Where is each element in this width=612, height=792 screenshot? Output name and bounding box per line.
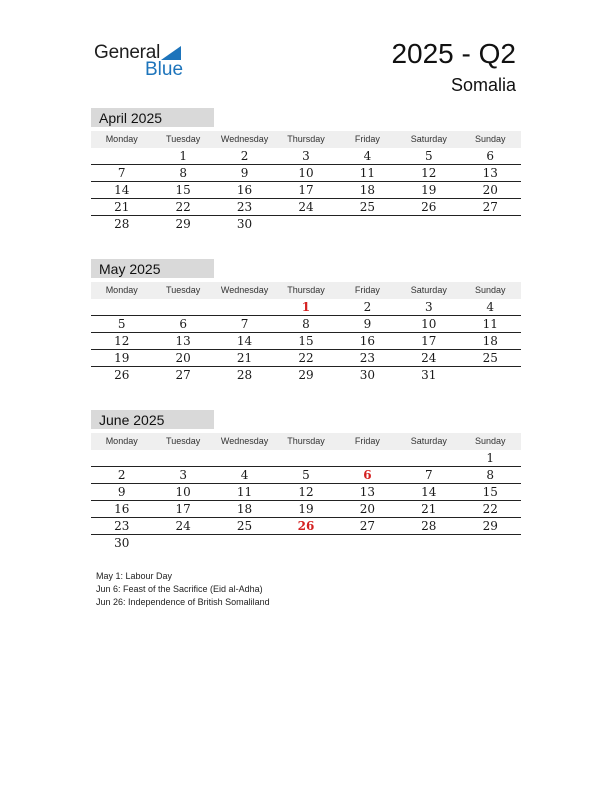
weekday-label: Thursday <box>287 134 325 144</box>
day-cell: 26 <box>114 368 130 382</box>
weekday-label: Monday <box>105 134 138 144</box>
logo-text-blue: Blue <box>145 59 184 80</box>
day-cell <box>214 299 275 315</box>
weekday-label: Wednesday <box>220 436 269 446</box>
day-cell: 29 <box>482 519 498 533</box>
day-cell: 18 <box>236 502 253 516</box>
day-cell: 30 <box>114 536 130 550</box>
day-cell: 21 <box>114 200 130 214</box>
day-cell: 30 <box>359 368 376 382</box>
day-cell: 28 <box>421 519 437 533</box>
weekday-header <box>91 282 521 299</box>
day-cell: 8 <box>179 166 187 180</box>
week-row <box>91 333 521 350</box>
day-cell: 11 <box>482 317 498 331</box>
day-cell: 13 <box>359 485 376 499</box>
weekday-label: Friday <box>354 436 380 446</box>
day-cell: 10 <box>298 166 314 180</box>
week-row <box>91 484 521 501</box>
week-row <box>91 316 521 333</box>
day-cell: 22 <box>298 351 314 365</box>
weekday-label: Friday <box>354 285 380 295</box>
holiday-notes <box>96 570 270 609</box>
month-title: April 2025 <box>91 108 214 127</box>
holiday-note: Jun 6: Feast of the Sacrifice (Eid al-Adha) <box>96 584 263 594</box>
holiday-note: Jun 26: Independence of British Somaliland <box>96 597 270 607</box>
weekday-label: Saturday <box>410 134 447 144</box>
day-cell: 5 <box>117 317 126 331</box>
day-cell: 9 <box>240 166 249 180</box>
week-row <box>91 450 521 467</box>
day-cell: 13 <box>482 166 498 180</box>
week-row <box>91 501 521 518</box>
day-cell: 10 <box>175 485 191 499</box>
month-title: May 2025 <box>91 259 214 278</box>
day-cell: 29 <box>175 217 191 231</box>
day-cell: 12 <box>114 334 130 348</box>
day-cell <box>91 299 152 315</box>
week-row <box>91 535 521 551</box>
day-cell: 23 <box>114 519 130 533</box>
week-row <box>91 350 521 367</box>
day-cell <box>214 535 275 551</box>
day-cell: 3 <box>425 300 433 314</box>
weekday-label: Tuesday <box>166 134 201 144</box>
week-row <box>91 148 521 165</box>
day-cell: 2 <box>363 300 372 314</box>
day-cell: 20 <box>359 502 376 516</box>
day-cell: 19 <box>421 183 437 197</box>
day-cell <box>91 450 152 466</box>
day-cell: 8 <box>302 317 310 331</box>
day-cell: 6 <box>179 317 187 331</box>
day-cell: 22 <box>482 502 498 516</box>
day-cell: 3 <box>179 468 187 482</box>
day-cell: 7 <box>425 468 433 482</box>
weekday-label: Friday <box>354 134 380 144</box>
week-row <box>91 216 521 232</box>
month-june <box>91 410 521 551</box>
day-cell: 10 <box>421 317 437 331</box>
day-cell <box>398 216 459 232</box>
week-row <box>91 182 521 199</box>
weekday-label: Wednesday <box>220 285 269 295</box>
day-cell: 23 <box>359 351 376 365</box>
day-cell <box>214 450 275 466</box>
weekday-label: Saturday <box>410 285 447 295</box>
day-cell: 2 <box>117 468 126 482</box>
day-cell: 9 <box>363 317 372 331</box>
day-cell <box>460 367 521 383</box>
day-cell: 12 <box>421 166 437 180</box>
day-cell: 3 <box>302 149 310 163</box>
day-cell: 27 <box>359 519 376 533</box>
day-cell: 14 <box>114 183 130 197</box>
day-cell: 1 <box>179 149 187 163</box>
weekday-label: Thursday <box>287 285 325 295</box>
day-cell: 14 <box>421 485 437 499</box>
day-cell: 19 <box>298 502 314 516</box>
week-row <box>91 518 521 535</box>
day-cell: 15 <box>175 183 191 197</box>
day-cell: 4 <box>240 468 249 482</box>
weekday-label: Saturday <box>410 436 447 446</box>
day-cell <box>275 450 336 466</box>
month-may <box>91 259 521 383</box>
day-cell: 2 <box>240 149 249 163</box>
day-cell: 27 <box>482 200 498 214</box>
week-row <box>91 299 521 316</box>
weekday-label: Tuesday <box>166 436 201 446</box>
weekday-label: Sunday <box>474 285 506 295</box>
logo-text-general: General <box>94 42 161 63</box>
day-cell: 5 <box>302 468 310 482</box>
weekday-label: Monday <box>105 285 138 295</box>
day-cell: 8 <box>486 468 495 482</box>
day-cell: 23 <box>236 200 253 214</box>
weekday-label: Monday <box>105 436 138 446</box>
day-cell: 12 <box>298 485 314 499</box>
day-cell: 17 <box>175 502 191 516</box>
day-cell: 18 <box>482 334 498 348</box>
weekday-label: Sunday <box>474 436 506 446</box>
day-cell: 7 <box>240 317 249 331</box>
holiday-note: May 1: Labour Day <box>96 571 173 581</box>
month-april <box>91 108 521 232</box>
day-cell: 4 <box>486 300 495 314</box>
week-row <box>91 165 521 182</box>
day-cell: 27 <box>175 368 191 382</box>
day-cell: 15 <box>298 334 314 348</box>
day-cell: 17 <box>298 183 314 197</box>
day-cell: 16 <box>359 334 376 348</box>
day-cell: 26 <box>421 200 437 214</box>
day-cell: 24 <box>298 200 314 214</box>
day-cell: 9 <box>117 485 126 499</box>
day-cell <box>275 535 336 551</box>
day-cell: 11 <box>236 485 253 499</box>
day-cell <box>152 299 213 315</box>
day-cell <box>152 450 213 466</box>
week-row <box>91 367 521 383</box>
day-cell: 6 <box>486 149 495 163</box>
day-cell: 5 <box>425 149 433 163</box>
country-name: Somalia <box>450 75 516 95</box>
day-cell: 29 <box>298 368 314 382</box>
weekday-label: Sunday <box>474 134 506 144</box>
day-cell: 21 <box>421 502 437 516</box>
day-cell: 25 <box>236 519 253 533</box>
day-cell <box>91 148 152 164</box>
day-cell: 20 <box>482 183 498 197</box>
weekday-header <box>91 131 521 148</box>
logo <box>94 42 194 78</box>
day-cell: 20 <box>175 351 191 365</box>
day-cell: 17 <box>421 334 437 348</box>
day-cell: 15 <box>482 485 498 499</box>
day-cell: 1 <box>486 451 495 465</box>
day-cell <box>337 216 398 232</box>
day-cell: 28 <box>114 217 130 231</box>
day-cell <box>152 535 213 551</box>
day-cell: 24 <box>421 351 437 365</box>
day-cell: 14 <box>236 334 253 348</box>
day-cell: 25 <box>482 351 498 365</box>
holiday-day-cell: 1 <box>301 300 311 314</box>
month-title: June 2025 <box>91 410 214 429</box>
holiday-day-cell: 6 <box>363 468 372 482</box>
day-cell: 11 <box>359 166 376 180</box>
day-cell: 13 <box>175 334 191 348</box>
day-cell: 7 <box>117 166 126 180</box>
day-cell: 21 <box>236 351 253 365</box>
day-cell <box>460 216 521 232</box>
day-cell: 19 <box>114 351 130 365</box>
day-cell: 16 <box>236 183 253 197</box>
page-title: 2025 - Q2 <box>391 38 516 69</box>
day-cell: 24 <box>175 519 191 533</box>
day-cell: 28 <box>236 368 253 382</box>
day-cell <box>337 535 398 551</box>
day-cell: 16 <box>114 502 130 516</box>
weekday-label: Wednesday <box>220 134 269 144</box>
day-cell: 31 <box>421 368 437 382</box>
weekday-label: Thursday <box>287 436 325 446</box>
day-cell: 30 <box>236 217 253 231</box>
day-cell: 22 <box>175 200 191 214</box>
week-row <box>91 199 521 216</box>
day-cell <box>275 216 336 232</box>
day-cell: 18 <box>359 183 376 197</box>
logo-triangle-icon <box>161 46 181 60</box>
day-cell: 4 <box>363 149 372 163</box>
holiday-day-cell: 26 <box>297 519 315 533</box>
weekday-label: Tuesday <box>166 285 201 295</box>
week-row <box>91 467 521 484</box>
day-cell: 25 <box>359 200 376 214</box>
day-cell <box>460 535 521 551</box>
weekday-header <box>91 433 521 450</box>
day-cell <box>337 450 398 466</box>
day-cell <box>398 450 459 466</box>
day-cell <box>398 535 459 551</box>
